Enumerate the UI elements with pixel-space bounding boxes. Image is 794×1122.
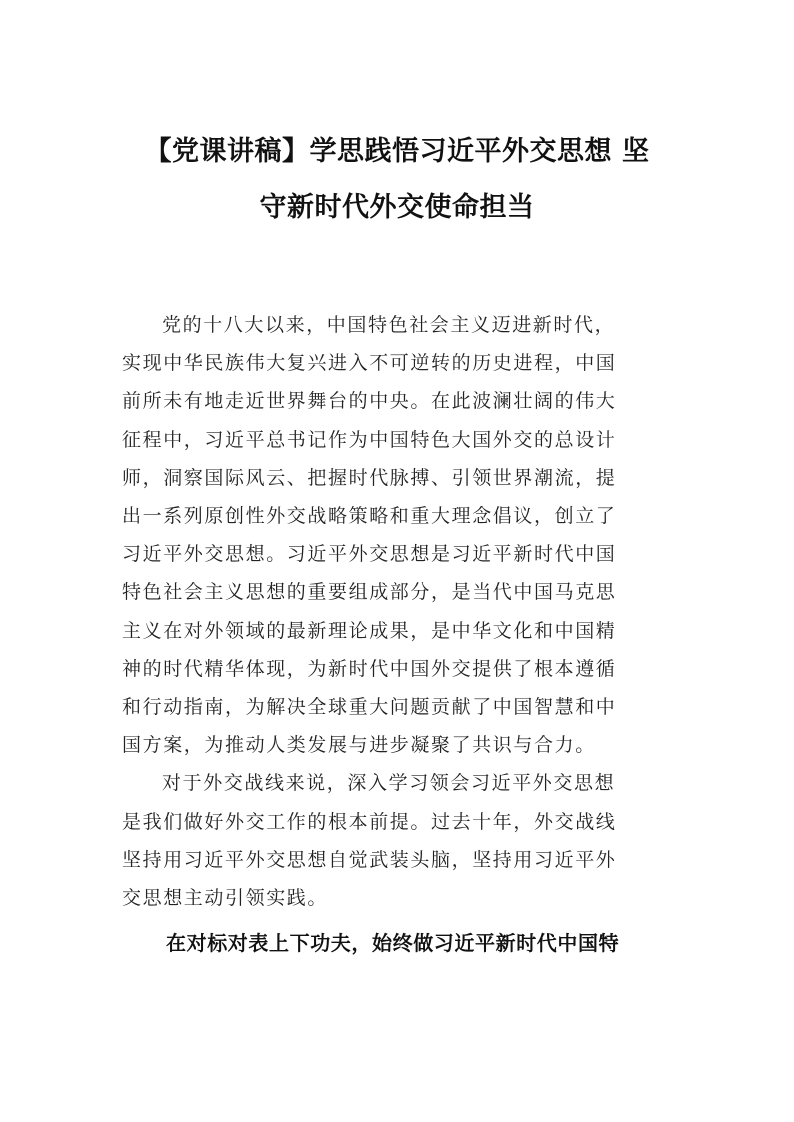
paragraph-line: 国方案，为推动人类发展与进步凝聚了共识与合力。: [122, 734, 596, 757]
document-body: [122, 306, 674, 963]
paragraph-line: 交思想主动引领实践。: [122, 887, 329, 910]
paragraph-line: 神的时代精华体现，为新时代中国外交提供了根本遵循: [122, 657, 617, 680]
title-line-1: 【党课讲稿】学思践悟习近平外交思想 坚: [144, 136, 650, 167]
paragraph-line: 是我们做好外交工作的根本前提。过去十年，外交战线: [122, 810, 617, 833]
paragraph-line: 党的十八大以来，中国特色社会主义迈进新时代，: [162, 314, 616, 336]
paragraph-line: 习近平外交思想。习近平外交思想是习近平新时代中国: [122, 543, 617, 566]
paragraph-2: [122, 764, 674, 917]
paragraph-line: 前所未有地走近世界舞台的中央。在此波澜壮阔的伟大: [122, 390, 617, 413]
paragraph-line: 出一系列原创性外交战略策略和重大理念倡议，创立了: [122, 505, 617, 528]
title-line-2: 守新时代外交使命担当: [259, 192, 535, 223]
paragraph-line: 实现中华民族伟大复兴进入不可逆转的历史进程，中国: [122, 352, 617, 375]
paragraph-line: 师，洞察国际风云、把握时代脉搏、引领世界潮流，提: [122, 466, 617, 489]
paragraph-1: [122, 306, 674, 764]
section-heading: 在对标对表上下功夫，始终做习近平新时代中国特: [166, 931, 620, 956]
paragraph-line: 坚持用习近平外交思想自觉武装头脑，坚持用习近平外: [122, 848, 617, 871]
paragraph-line: 主义在对外领域的最新理论成果，是中华文化和中国精: [122, 619, 617, 642]
paragraph-line: 对于外交战线来说，深入学习领会习近平外交思想: [162, 772, 616, 795]
paragraph-line: 征程中，习近平总书记作为中国特色大国外交的总设计: [122, 428, 617, 451]
paragraph-line: 特色社会主义思想的重要组成部分，是当代中国马克思: [122, 581, 617, 604]
document-title: [100, 124, 694, 236]
paragraph-line: 和行动指南，为解决全球重大问题贡献了中国智慧和中: [122, 696, 617, 719]
